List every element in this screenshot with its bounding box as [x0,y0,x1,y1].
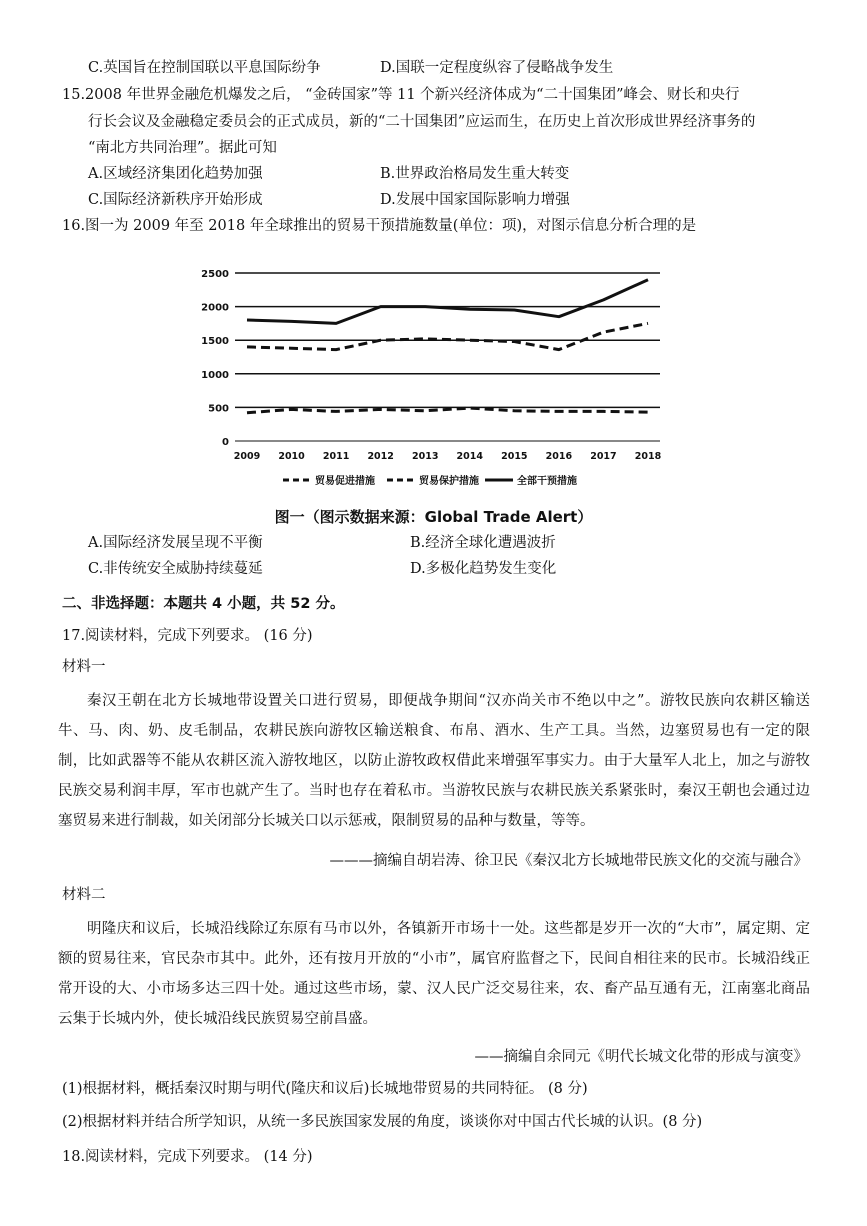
series-line-1 [247,408,648,413]
x-axis-ticks [234,451,662,462]
q15-stem-line3: “南北方共同治理”。据此可知 [88,140,277,156]
x-tick-label: 2018 [634,451,662,462]
x-tick-label: 2010 [278,451,305,462]
chart-grid [235,273,660,441]
legend-label-2: 贸易保护措施 [419,476,479,487]
q17-subquestion-2: (2)根据材料并结合所学知识，从统一多民族国家发展的角度，谈谈你对中国古代长城的认识。(8 分) [62,1114,703,1130]
q14-option-c: C.英国旨在控制国联以平息国际纷争 [88,60,321,76]
q16-option-c: C.非传统安全威胁持续蔓延 [88,561,263,577]
y-tick-label: 1500 [201,336,229,348]
chart-legend [283,474,577,487]
x-tick-label: 2016 [545,451,573,462]
q16-option-a: A.国际经济发展呈现不平衡 [88,535,263,551]
y-axis-ticks [201,269,229,448]
y-tick-label: 500 [208,403,229,415]
q16-option-d: D.多极化趋势发生变化 [410,561,557,577]
q14-option-d: D.国联一定程度纵容了侵略战争发生 [380,60,614,76]
series-line-3 [247,280,648,324]
q17-material1-text: 秦汉王朝在北方长城地带设置关口进行贸易，即便战争期间“汉亦尚关市不绝以中之”。游牧民族向农耕区输送牛、马、肉、奶、皮毛制品，农耕民族向游牧区输送粮食、布帛、酒水、生产工具。当然，边塞贸易也有一定的限制，比如武器等不能从农耕区流入游牧地区，以防止游牧政权借此来增强军事实力。由于大量军人北上，加之与游牧民族交易利润丰厚，军市也就产生了。当时也存在着私市。当游牧民族与农耕民族关系紧张时，秦汉王朝也会通过边塞贸易来进行制裁，如关闭部分长城关口以示惩戒，限制贸易的品种与数量，等等。 [58,693,810,829]
y-tick-label: 0 [222,437,229,448]
legend-label-1: 贸易促进措施 [315,476,375,487]
x-tick-label: 2013 [411,451,439,462]
q16-option-b: B.经济全球化遭遇波折 [410,535,556,551]
y-tick-label: 2000 [201,302,229,314]
section2-title: 二、非选择题：本题共 4 小题，共 52 分。 [62,596,345,612]
y-tick-label: 2500 [201,269,229,280]
chart-caption: 图一（图示数据来源：Global Trade Alert） [274,508,593,526]
q15-option-d: D.发展中国家国际影响力增强 [380,192,570,208]
q17-material1-source: ———摘编自胡岩涛、徐卫民《秦汉北方长城地带民族文化的交流与融合》 [329,853,808,869]
q17-material1-title: 材料一 [62,659,106,675]
q17-material2-source: ——摘编自余同元《明代长城文化带的形成与演变》 [474,1049,808,1065]
q15-stem-line1: 15.2008 年世界金融危机爆发之后， “金砖国家”等 11 个新兴经济体成为“二十国集团”峰会、财长和央行 [62,87,740,103]
q17-subquestion-1: (1)根据材料，概括秦汉时期与明代(隆庆和议后)长城地带贸易的共同特征。 (8 分) [62,1081,588,1097]
legend-label-3: 全部干预措施 [517,476,577,487]
q15-stem-line2: 行长会议及金融稳定委员会的正式成员，新的“二十国集团”应运而生，在历史上首次形成世界经济事务的 [88,114,756,130]
x-tick-label: 2011 [322,451,350,462]
trade-intervention-line-chart [195,258,675,498]
q16-stem: 16.图一为 2009 年至 2018 年全球推出的贸易干预措施数量(单位：项)，对图示信息分析合理的是 [62,218,697,234]
q18-stem: 18.阅读材料，完成下列要求。 (14 分) [62,1149,313,1165]
x-tick-label: 2015 [501,451,528,462]
x-tick-label: 2012 [367,451,394,462]
y-tick-label: 1000 [201,369,229,381]
q15-option-a: A.区域经济集团化趋势加强 [88,166,263,182]
q17-material2-text: 明隆庆和议后，长城沿线除辽东原有马市以外，各镇新开市场十一处。这些都是岁开一次的“大市”，属定期、定额的贸易往来，官民杂市其中。此外，还有按月开放的“小市”，属官府监督之下，民间自相往来的民市。长城沿线正常开设的大、小市场多达三四十处。通过这些市场，蒙、汉人民广泛交易往来，农、畜产品互通有无，江南塞北商品云集于长城内外，使长城沿线民族贸易空前昌盛。 [58,921,810,1027]
x-tick-label: 2009 [233,451,261,462]
x-tick-label: 2017 [590,451,617,462]
chart-series [247,280,648,413]
q15-option-c: C.国际经济新秩序开始形成 [88,192,263,208]
series-line-2 [247,323,648,349]
x-tick-label: 2014 [456,451,484,462]
q17-material2-title: 材料二 [62,887,106,903]
q15-option-b: B.世界政治格局发生重大转变 [380,166,570,182]
q17-stem: 17.阅读材料，完成下列要求。 (16 分) [62,628,313,644]
